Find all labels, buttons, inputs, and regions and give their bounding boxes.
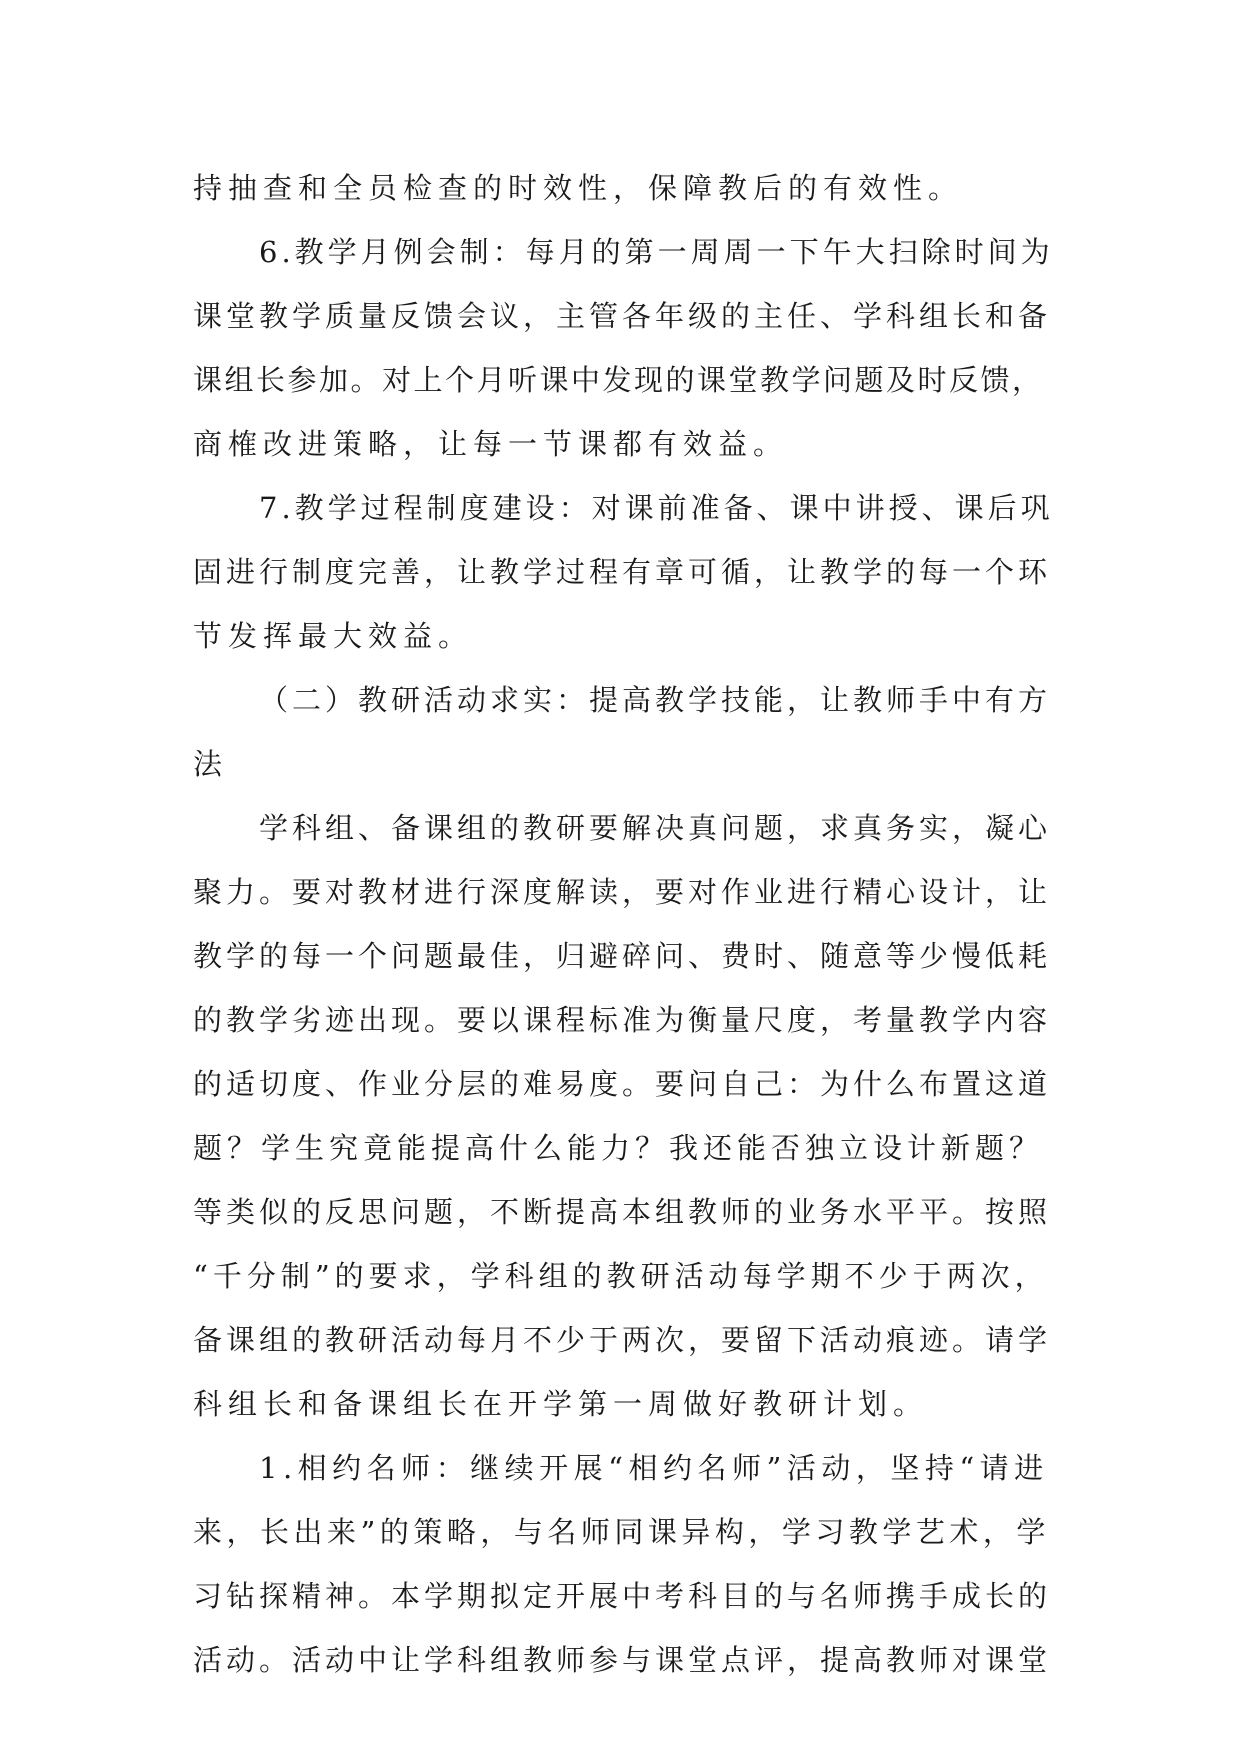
text-line: 商榷改进策略，让每一节课都有效益。: [193, 427, 789, 461]
text-line: 的教学劣迹出现。要以课程标准为衡量尺度，考量教学内容: [193, 1003, 1052, 1037]
text-line: 教学的每一个问题最佳，归避碎问、费时、随意等少慢低耗: [193, 939, 1052, 973]
document-body: [193, 156, 1055, 1692]
text-line: 题？学生究竟能提高什么能力？我还能否独立设计新题？: [193, 1131, 1044, 1165]
text-line: 活动。活动中让学科组教师参与课堂点评，提高教师对课堂: [193, 1643, 1052, 1677]
text-line: 聚力。要对教材进行深度解读，要对作业进行精心设计，让: [193, 875, 1052, 909]
section-heading: （二）教研活动求实：提高教学技能，让教师手中有方: [259, 683, 1052, 717]
text-line: 节发挥最大效益。: [193, 619, 474, 653]
text-line: 习钻探精神。本学期拟定开展中考科目的与名师携手成长的: [193, 1579, 1052, 1613]
section-heading-continuation: 法: [193, 747, 229, 781]
paragraph-item-1: 1.相约名师：继续开展“相约名师”活动，坚持“请进: [259, 1451, 1049, 1485]
paragraph-item-7: 7.教学过程制度建设：对课前准备、课中讲授、课后巩: [259, 491, 1054, 525]
paragraph-start: 学科组、备课组的教研要解决真问题，求真务实，凝心: [259, 811, 1052, 845]
paragraph-item-6: 6.教学月例会制：每月的第一周周一下午大扫除时间为: [259, 235, 1054, 269]
text-line: 备课组的教研活动每月不少于两次，要留下活动痕迹。请学: [193, 1323, 1052, 1357]
text-line: 的适切度、作业分层的难易度。要问自己：为什么布置这道: [193, 1067, 1052, 1101]
text-line: 等类似的反思问题，不断提高本组教师的业务水平平。按照: [193, 1195, 1052, 1229]
text-line: 持抽查和全员检查的时效性，保障教后的有效性。: [193, 171, 964, 205]
text-line: “千分制”的要求，学科组的教研活动每学期不少于两次，: [193, 1259, 1049, 1293]
text-line: 来，长出来”的策略，与名师同课异构，学习教学艺术，学: [193, 1515, 1050, 1549]
text-line: 科组长和备课组长在开学第一周做好教研计划。: [193, 1387, 929, 1421]
text-line: 课堂教学质量反馈会议，主管各年级的主任、学科组长和备: [193, 299, 1052, 333]
text-line: 固进行制度完善，让教学过程有章可循，让教学的每一个环: [193, 555, 1052, 589]
text-line: 课组长参加。对上个月听课中发现的课堂教学问题及时反馈，: [193, 363, 1044, 397]
